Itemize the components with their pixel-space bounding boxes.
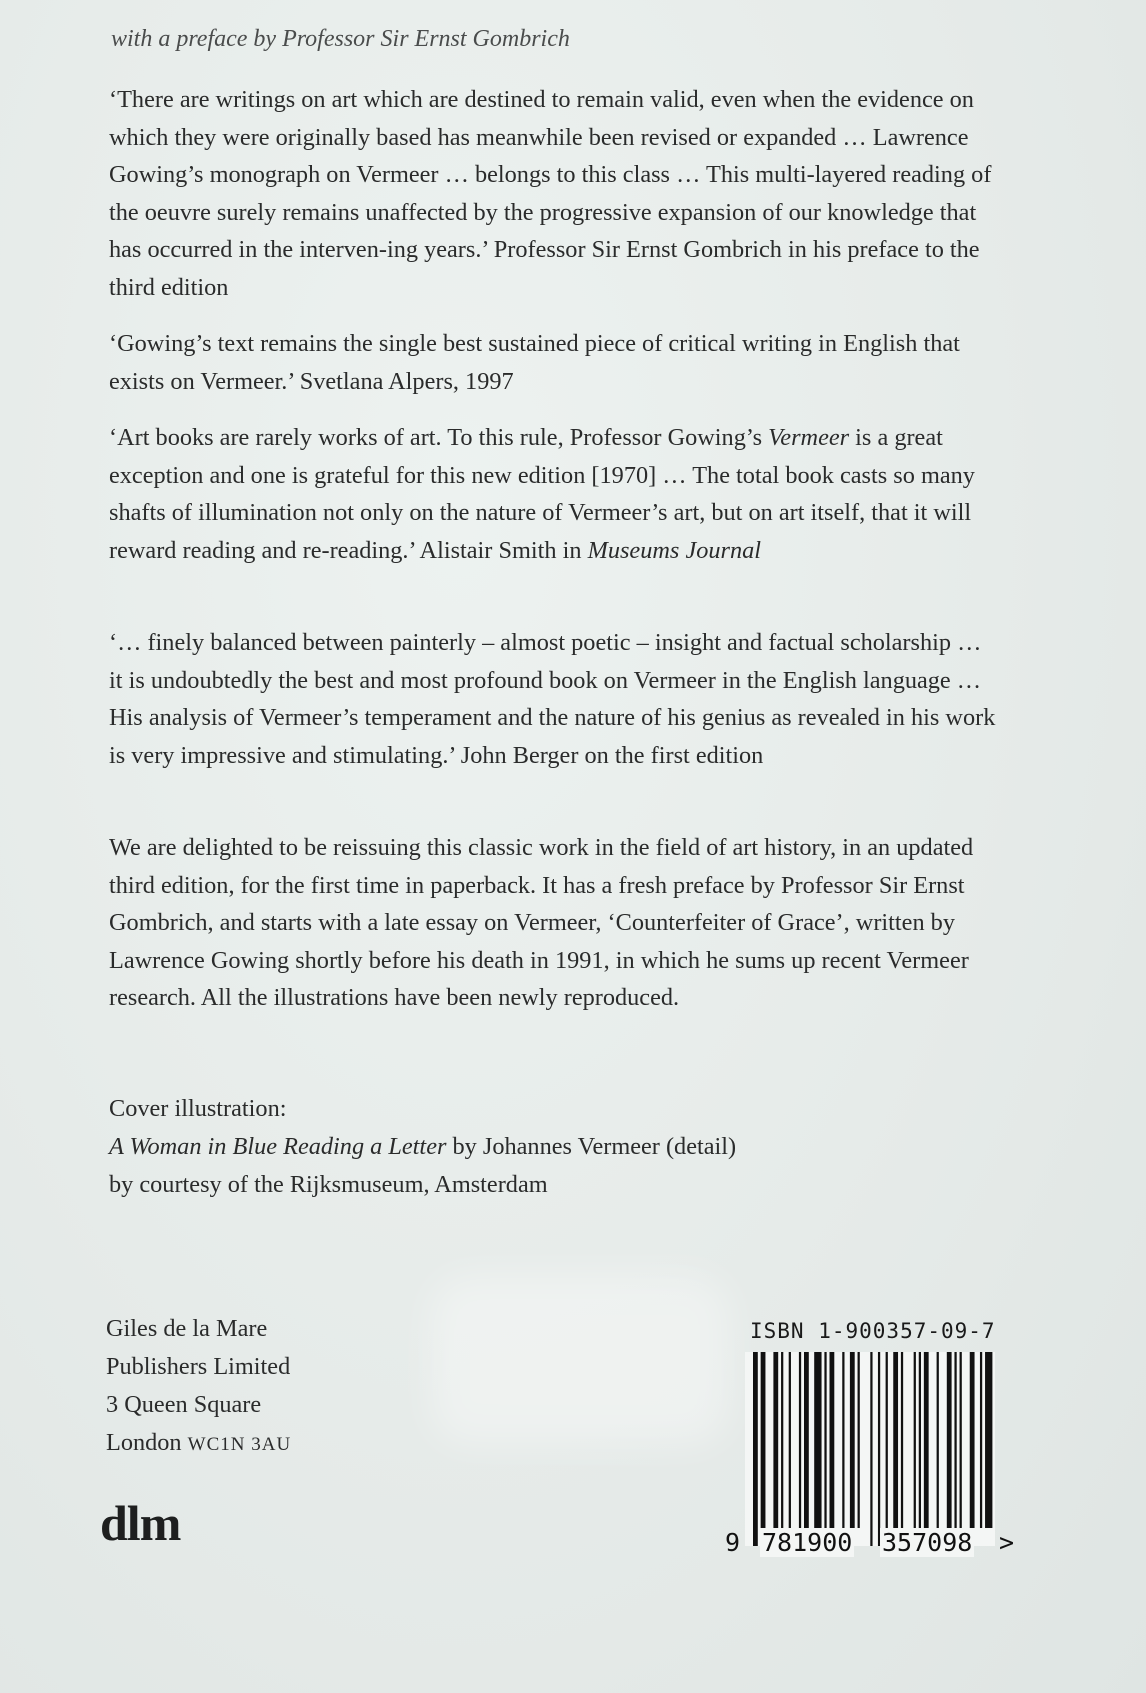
artwork-title: A Woman in Blue Reading a Letter [109, 1133, 447, 1160]
barcode-bar [824, 1352, 826, 1528]
museums-journal-title: Museums Journal [587, 536, 762, 564]
gombrich-quote: ‘There are writings on art which are destined to remain valid, even when the evidence on which they were originally based has meanwhile been revised or expanded … Lawrence Gowing’s monograph on Vermeer … belongs to this class … This multi-layered reading of the oeuvre surely remains unaffected by the progressive expansion of our knowledge that has occurred in the interven-ing years.’ Professor Sir Ernst Gombrich in his preface to the third edition [109, 86, 992, 301]
barcode-bar [914, 1352, 916, 1528]
credit-artwork-line [109, 1128, 736, 1166]
barcode-bar [985, 1352, 992, 1528]
barcode-bar [773, 1352, 778, 1528]
barcode-digit-first: 9 [725, 1528, 741, 1557]
barcode-bar [753, 1352, 758, 1546]
preface-subtitle: with a preface by Professor Sir Ernst Gombrich [111, 26, 570, 52]
barcode-bar [761, 1352, 766, 1546]
publisher-city: London [106, 1429, 188, 1456]
barcode-bar [970, 1352, 975, 1528]
barcode-bar [814, 1352, 821, 1528]
barcode-bar [850, 1352, 855, 1528]
smith-quote [109, 419, 999, 569]
artwork-artist: by Johannes Vermeer (detail) [446, 1133, 737, 1160]
barcode-bar [901, 1352, 903, 1528]
barcode-bar [804, 1352, 809, 1528]
credit-courtesy: by courtesy of the Rijksmuseum, Amsterdam [109, 1171, 548, 1198]
barcode-bar [919, 1352, 921, 1528]
barcode-digits-left: 781900 [762, 1528, 853, 1557]
smith-quote-text-1: ‘Art books are rarely works of art. To this rule, Professor Gowing’s [109, 424, 769, 451]
barcode [745, 1352, 995, 1546]
barcode-digits-right: 357098 [882, 1528, 973, 1557]
barcode-arrow: > [999, 1528, 1015, 1557]
barcode-bar [870, 1352, 872, 1546]
barcode-bar [886, 1352, 888, 1546]
publisher-street: 3 Queen Square [106, 1391, 262, 1418]
barcode-bar [924, 1352, 929, 1528]
isbn-label: ISBN 1-900357-09-7 [750, 1319, 996, 1343]
barcode-bar [960, 1352, 962, 1528]
barcode-bar [830, 1352, 835, 1528]
barcode-bar [947, 1352, 952, 1528]
publisher-blurb: We are delighted to be reissuing this classic work in the field of art history, in an updated third edition, for the first time in paperback. It has a fresh preface by Professor Sir Ernst Gombrich, and starts with a late essay on Vermeer, ‘Counterfeiter of Grace’, written by Lawrence Gowing shortly before his death in 1991, in which he sums up recent Vermeer research. All the illustrations have been newly reproduced. [109, 834, 974, 1011]
barcode-bar [858, 1352, 860, 1528]
barcode-bar [781, 1352, 783, 1528]
barcode-bar [878, 1352, 880, 1546]
publisher-address [106, 1310, 291, 1464]
publisher-postcode: WC1N 3AU [187, 1434, 292, 1455]
credit-heading: Cover illustration: [109, 1095, 287, 1122]
barcode-bar [954, 1352, 956, 1528]
barcode-bar [799, 1352, 801, 1528]
publisher-logo: dlm [100, 1495, 181, 1551]
publisher-city-line [106, 1424, 291, 1464]
alpers-quote: ‘Gowing’s text remains the single best sustained piece of critical writing in English that exists on Vermeer.’ Svetlana Alpers, 1997 [109, 330, 960, 395]
barcode-bar [893, 1352, 898, 1528]
cover-scuff-mark [430, 1275, 730, 1445]
barcode-bar [789, 1352, 791, 1528]
barcode-bar [937, 1352, 939, 1528]
berger-quote: ‘… finely balanced between painterly – almost poetic – insight and factual scholarship … it is undoubtedly the best and most profound book on Vermeer in the English language … His analysis of Vermeer’s temperament and the nature of his genius as revealed in his work is very impressive and stimulating.’ John Berger on the first edition [109, 629, 996, 769]
smith-quote-text-2: is a great exception and one is grateful for this new edition [1970] … The total book casts so many shafts of illumination not only on the nature of Vermeer’s art, but on art itself, that it will reward reading and re-reading.’ Alistair Smith in [109, 424, 975, 564]
vermeer-title: Vermeer [768, 424, 850, 451]
barcode-bar [842, 1352, 844, 1528]
publisher-name: Giles de la Mare [106, 1315, 268, 1342]
barcode-bars [745, 1352, 995, 1546]
barcode-bar [980, 1352, 982, 1528]
publisher-company: Publishers Limited [106, 1353, 291, 1380]
cover-illustration-credit [109, 1090, 736, 1204]
